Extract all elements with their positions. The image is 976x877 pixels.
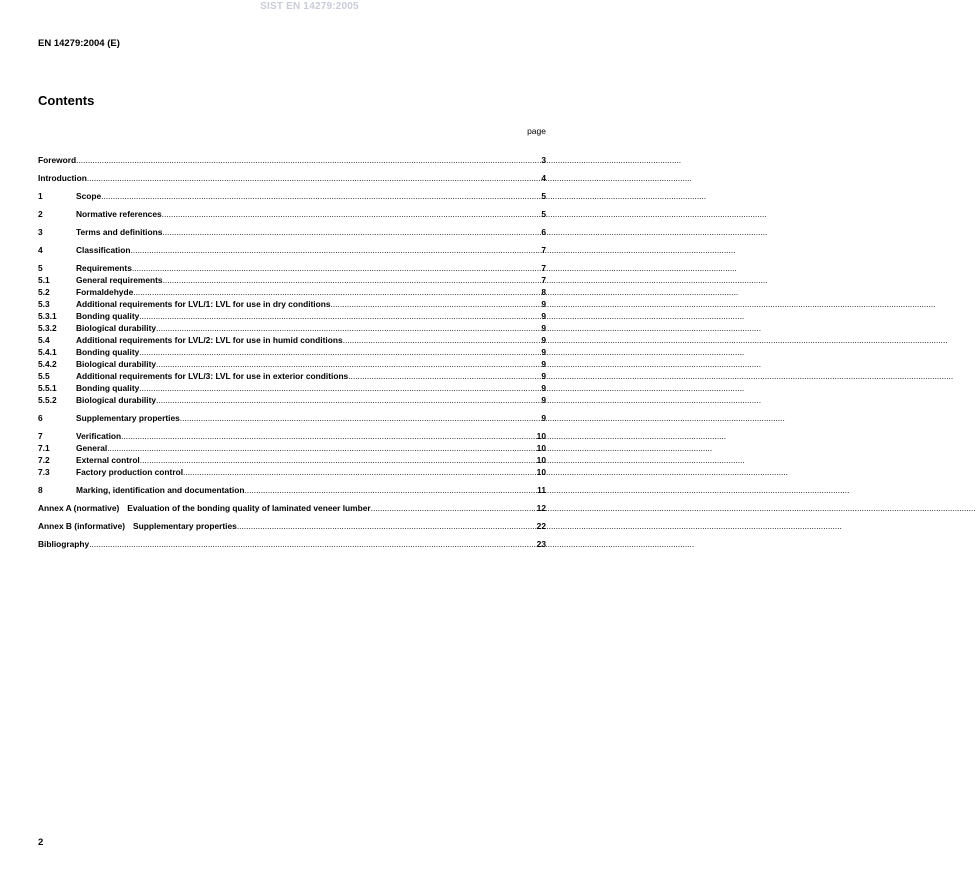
toc-entry-5-5-2[interactable] — [38, 395, 546, 405]
toc-entry-number: 5.4.1 — [38, 347, 57, 357]
toc-entry-number: 6 — [38, 413, 43, 423]
toc-entry-page: 7 — [541, 275, 546, 285]
toc-entry-title: Additional requirements for LVL/1: LVL for use in dry conditions — [76, 299, 331, 309]
toc-entry-page: 9 — [541, 311, 546, 321]
toc-entry-number: 1 — [38, 191, 43, 201]
toc-entry-5-3[interactable] — [38, 299, 546, 309]
watermark: SIST EN 14279:2005 — [260, 1, 359, 12]
toc-entry-annex-b[interactable] — [38, 521, 546, 531]
toc-entry-page: 9 — [541, 335, 546, 345]
toc-entry-title: Scope — [76, 191, 102, 201]
dot-leader — [237, 521, 537, 531]
toc-entry-title: Supplementary properties — [133, 521, 237, 531]
toc-entry-number: 7.2 — [38, 455, 50, 465]
dot-leader — [101, 191, 541, 201]
toc-entry-title: Formaldehyde — [76, 287, 134, 297]
toc-entry-5-4[interactable] — [38, 335, 546, 345]
toc-entry-5-5-1[interactable] — [38, 383, 546, 393]
dot-leader — [140, 455, 537, 465]
toc-entry-page: 5 — [541, 209, 546, 219]
toc-entry-number: 5.5.1 — [38, 383, 57, 393]
toc-entry-title: Terms and definitions — [76, 227, 163, 237]
toc-entry-title: General requirements — [76, 275, 163, 285]
toc-entry-title: Biological durability — [76, 323, 157, 333]
toc-entry-number: 5.5 — [38, 371, 50, 381]
dot-leader — [156, 395, 541, 405]
toc-entry-title: Normative references — [76, 209, 162, 219]
toc-entry-title: General — [76, 443, 108, 453]
toc-entry-4[interactable] — [38, 245, 546, 255]
standard-identifier: EN 14279:2004 (E) — [38, 38, 120, 49]
toc-entry-page: 9 — [541, 395, 546, 405]
dot-leader — [139, 347, 541, 357]
toc-entry-title: Bibliography — [38, 539, 90, 549]
dot-leader — [343, 335, 542, 345]
toc-entry-5-4-1[interactable] — [38, 347, 546, 357]
toc-entry-title: Verification — [76, 431, 122, 441]
dot-leader — [244, 485, 537, 495]
dot-leader — [348, 371, 541, 381]
toc-entry-title: Factory production control — [76, 467, 184, 477]
toc-entry-title: Evaluation of the bonding quality of laminated veneer lumber — [127, 503, 371, 513]
toc-entry-page: 9 — [541, 323, 546, 333]
toc-entry-page: 11 — [537, 485, 546, 495]
table-of-contents — [38, 155, 546, 549]
dot-leader — [76, 155, 541, 165]
dot-leader — [139, 383, 541, 393]
page-column-label: page — [527, 126, 546, 136]
toc-entry-page: 4 — [541, 173, 546, 183]
toc-entry-number: 7.3 — [38, 467, 50, 477]
page-title: Contents — [38, 93, 95, 108]
toc-entry-page: 10 — [536, 443, 546, 453]
toc-entry-number: 8 — [38, 485, 43, 495]
toc-entry-number: 5.2 — [38, 287, 50, 297]
toc-entry-introduction[interactable] — [38, 173, 546, 183]
dot-leader — [156, 323, 541, 333]
toc-entry-5-4-2[interactable] — [38, 359, 546, 369]
toc-entry-5-5[interactable] — [38, 371, 546, 381]
toc-entry-3[interactable] — [38, 227, 546, 237]
toc-entry-5-3-2[interactable] — [38, 323, 546, 333]
toc-entry-5-3-1[interactable] — [38, 311, 546, 321]
toc-entry-number: 5.3 — [38, 299, 50, 309]
toc-entry-title: Additional requirements for LVL/3: LVL for use in exterior conditions — [76, 371, 349, 381]
toc-entry-title: Bonding quality — [76, 311, 140, 321]
toc-entry-number: Annex B (informative) — [38, 521, 126, 531]
toc-entry-number: 5.3.1 — [38, 311, 57, 321]
toc-entry-7[interactable] — [38, 431, 546, 441]
toc-entry-title: Marking, identification and documentation — [76, 485, 245, 495]
toc-entry-title: Bonding quality — [76, 347, 140, 357]
toc-entry-1[interactable] — [38, 191, 546, 201]
toc-entry-title: Biological durability — [76, 359, 157, 369]
dot-leader — [87, 173, 541, 183]
dot-leader — [162, 227, 541, 237]
toc-entry-number: 7.1 — [38, 443, 50, 453]
toc-entry-6[interactable] — [38, 413, 546, 423]
dot-leader — [139, 311, 541, 321]
toc-entry-title: Bonding quality — [76, 383, 140, 393]
toc-entry-7-2[interactable] — [38, 455, 546, 465]
toc-entry-5-1[interactable] — [38, 275, 546, 285]
toc-entry-page: 7 — [541, 245, 546, 255]
toc-entry-number: 5.3.2 — [38, 323, 57, 333]
dot-leader — [133, 287, 541, 297]
page-number: 2 — [38, 837, 44, 848]
toc-entry-annex-a[interactable] — [38, 503, 546, 513]
dot-leader — [130, 245, 541, 255]
dot-leader — [162, 209, 542, 219]
toc-entry-page: 12 — [536, 503, 546, 513]
toc-entry-number: 2 — [38, 209, 43, 219]
toc-entry-title: External control — [76, 455, 140, 465]
dot-leader — [163, 275, 542, 285]
toc-entry-page: 10 — [536, 455, 546, 465]
toc-entry-7-1[interactable] — [38, 443, 546, 453]
dot-leader — [89, 539, 536, 549]
toc-entry-7-3[interactable] — [38, 467, 546, 477]
toc-entry-number: 7 — [38, 431, 43, 441]
toc-entry-5-2[interactable] — [38, 287, 546, 297]
toc-entry-number: 4 — [38, 245, 43, 255]
toc-entry-title: Supplementary properties — [76, 413, 180, 423]
toc-entry-page: 8 — [541, 287, 546, 297]
toc-entry-8[interactable] — [38, 485, 546, 495]
toc-entry-page: 7 — [541, 263, 546, 273]
toc-entry-page: 9 — [541, 299, 546, 309]
dot-leader — [371, 503, 537, 513]
toc-entry-page: 10 — [536, 467, 546, 477]
dot-leader — [183, 467, 537, 477]
toc-entry-title: Biological durability — [76, 395, 157, 405]
toc-entry-page: 9 — [541, 383, 546, 393]
toc-entry-page: 5 — [541, 191, 546, 201]
dot-leader — [331, 299, 542, 309]
toc-entry-page: 9 — [541, 359, 546, 369]
toc-entry-number: 5.4 — [38, 335, 50, 345]
toc-entry-title: Additional requirements for LVL/2: LVL for use in humid conditions — [76, 335, 343, 345]
toc-entry-number: 5 — [38, 263, 43, 273]
toc-entry-number: 5.4.2 — [38, 359, 57, 369]
toc-entry-page: 3 — [541, 155, 546, 165]
toc-entry-page: 9 — [541, 413, 546, 423]
toc-entry-page: 9 — [541, 347, 546, 357]
toc-entry-bibliography[interactable] — [38, 539, 546, 549]
toc-entry-title: Introduction — [38, 173, 87, 183]
toc-entry-number: 5.5.2 — [38, 395, 57, 405]
dot-leader — [180, 413, 542, 423]
toc-entry-number: Annex A (normative) — [38, 503, 120, 513]
toc-entry-title: Foreword — [38, 155, 77, 165]
toc-entry-page: 10 — [536, 431, 546, 441]
dot-leader — [121, 431, 537, 441]
toc-entry-number: 3 — [38, 227, 43, 237]
toc-entry-title: Classification — [76, 245, 131, 255]
toc-entry-foreword[interactable] — [38, 155, 546, 165]
toc-entry-5[interactable] — [38, 263, 546, 273]
toc-entry-2[interactable] — [38, 209, 546, 219]
toc-entry-page: 6 — [541, 227, 546, 237]
dot-leader — [132, 263, 541, 273]
toc-entry-page: 9 — [541, 371, 546, 381]
toc-entry-number: 5.1 — [38, 275, 50, 285]
toc-entry-page: 23 — [536, 539, 546, 549]
dot-leader — [107, 443, 536, 453]
toc-entry-page: 22 — [536, 521, 546, 531]
dot-leader — [156, 359, 541, 369]
toc-entry-title: Requirements — [76, 263, 132, 273]
